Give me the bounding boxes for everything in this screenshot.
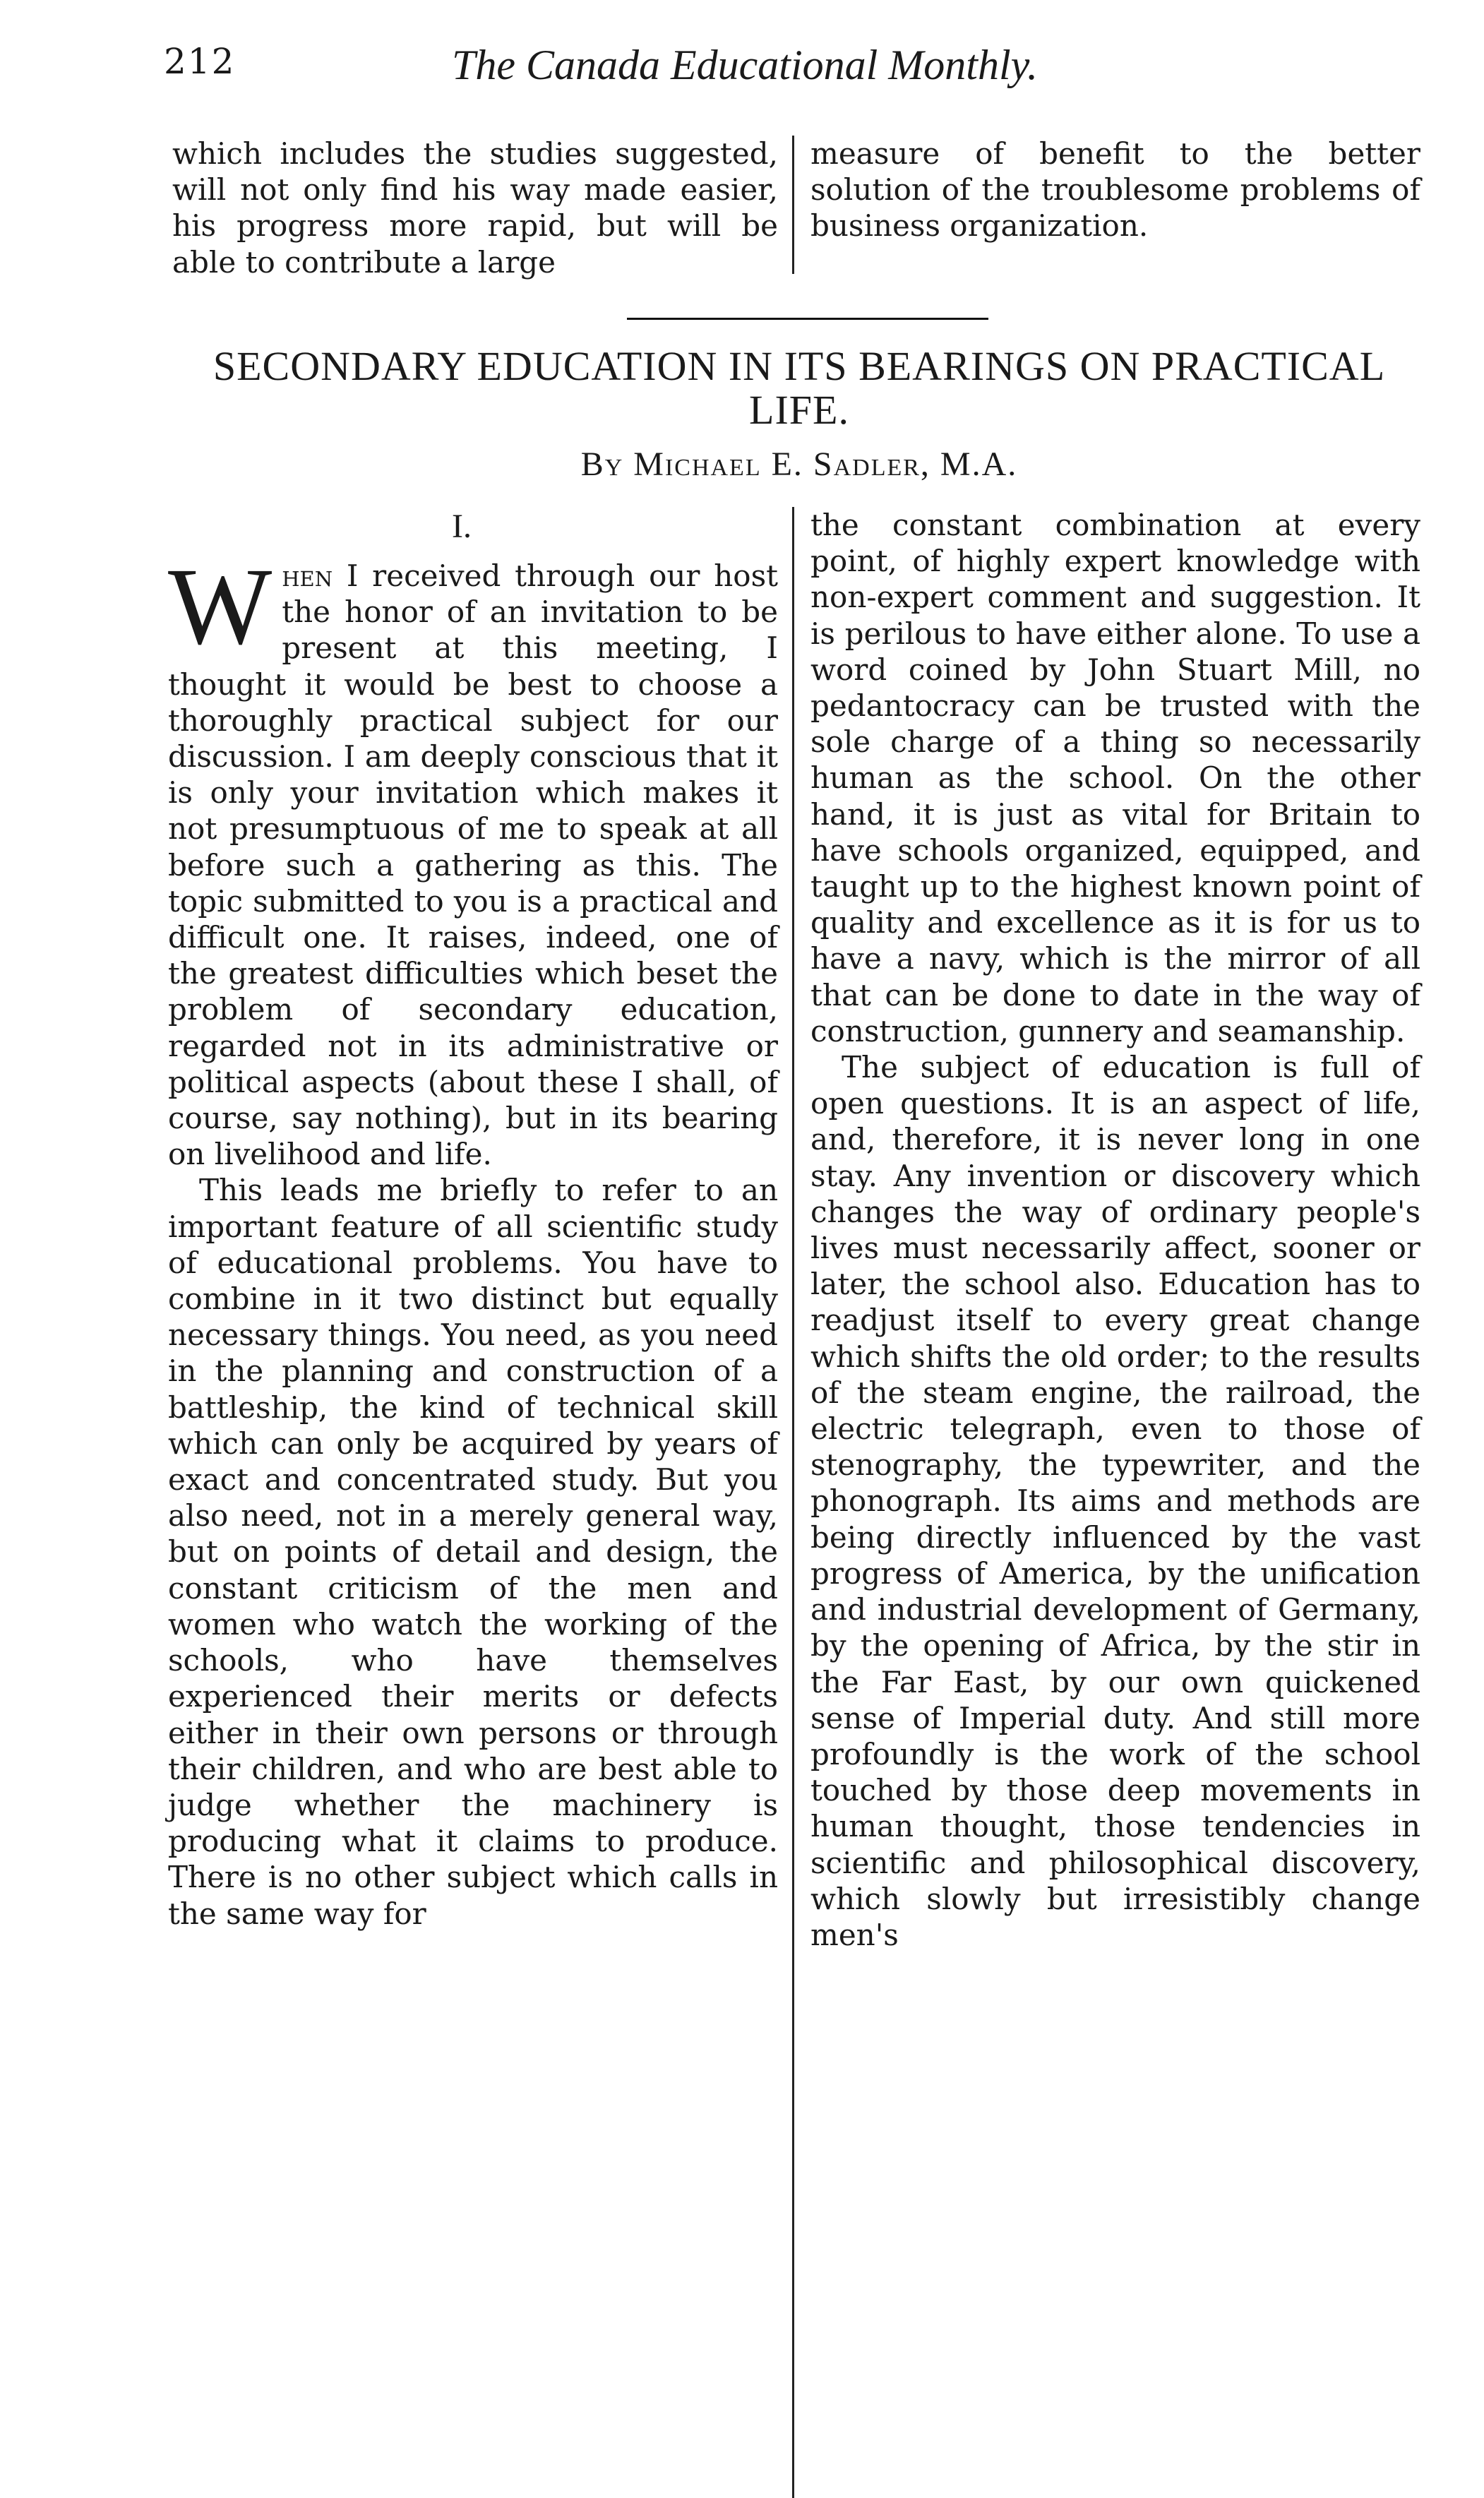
prior-article-left-column: [172, 136, 778, 280]
article-paragraph-4: The subject of education is full of open questions. It is an aspect of life, and, therefore, it is never long in one stay. Any invention or discovery which changes the way of ordinary people's lives must necessarily affect, sooner or later, the school also. Education has to readjust itself to every great change which shifts the old order; to the results of the steam engine, the railroad, the electric telegraph, even to those of stenography, the typewriter, and the phonograph. Its aims and methods are being directly influenced by the vast progress of America, by the unification and industrial development of Germany, by the opening of Africa, by the stir in the Far East, by our own quickened sense of Imperial duty. And still more profoundly is the work of the school touched by those deep movements in human thought, those tendencies in scientific and philosophical discovery, which slowly but irresistibly change men's: [810, 1050, 1420, 1952]
page-number: 212: [164, 41, 236, 82]
journal-title: The Canada Educational Monthly.: [452, 42, 1038, 88]
column-divider-main: [792, 507, 794, 2498]
article-separator-rule: [627, 318, 988, 320]
drop-cap: W: [168, 545, 273, 667]
article-paragraph-3: the constant combination at every point, of highly expert knowledge with non-expert comment and suggestion. It is perilous to have either alone. To use a word coined by John Stuart Mill, no pedantocracy can be trusted with the sole charge of a thing so necessarily human as the school. On the other hand, it is just as vital for Britain to have schools organized, equipped, and taught up to the highest known point of quality and excellence as it is for us to have a navy, which is the mirror of all that can be done to date in the way of construction, gunnery and seamanship.: [810, 508, 1420, 1048]
prior-article-right-text: measure of benefit to the better solution of the troublesome problems of business organization.: [810, 136, 1420, 244]
opening-word: hen: [282, 558, 333, 593]
article-paragraph-2: This leads me briefly to refer to an important feature of all scientific study of educational problems. You have to combine in it two distinct but equally necessary things. You need, as you need in the planning and construction of a battleship, the kind of technical skill which can only be acquired by years of exact and concentrated study. But you also need, not in a merely general way, but on points of detail and design, the constant criticism of the men and women who watch the working of the schools, who have themselves experienced their merits or defects either in their own persons or through their children, and who are best able to judge whether the machinery is producing what it claims to produce. There is no other subject which calls in the same way for: [168, 1173, 778, 1931]
prior-article-left-text: which includes the studies suggested, will not only find his way made easier, his progress more rapid, but will be able to contribute a large: [172, 136, 778, 280]
running-header: [0, 41, 1484, 104]
article-right-column: [810, 507, 1420, 1953]
article-title: SECONDARY EDUCATION IN ITS BEARINGS ON PRACTICAL LIFE.: [213, 343, 1386, 433]
section-number: I.: [452, 508, 472, 545]
article-left-column: [168, 545, 778, 1932]
column-divider-top: [792, 136, 794, 274]
article-byline: By Michael E. Sadler, M.A.: [580, 446, 1018, 483]
prior-article-right-column: [810, 136, 1420, 244]
article-paragraph-1: [168, 545, 778, 1172]
paragraph-1-text: I received through our host the honor of an invitation to be present at this meeting, I thought it would be best to choose a thoroughly practical subject for our discussion. I am deeply conscious that it is only your invitation which makes it not presumptuous of me to speak at all before such a gathering as this. The topic submitted to you is a practical and difficult one. It raises, indeed, one of the greatest difficulties which beset the problem of secondary education, regarded not in its administrative or political aspects (about these I shall, of course, say nothing), but in its bearing on livelihood and life.: [168, 558, 778, 1172]
